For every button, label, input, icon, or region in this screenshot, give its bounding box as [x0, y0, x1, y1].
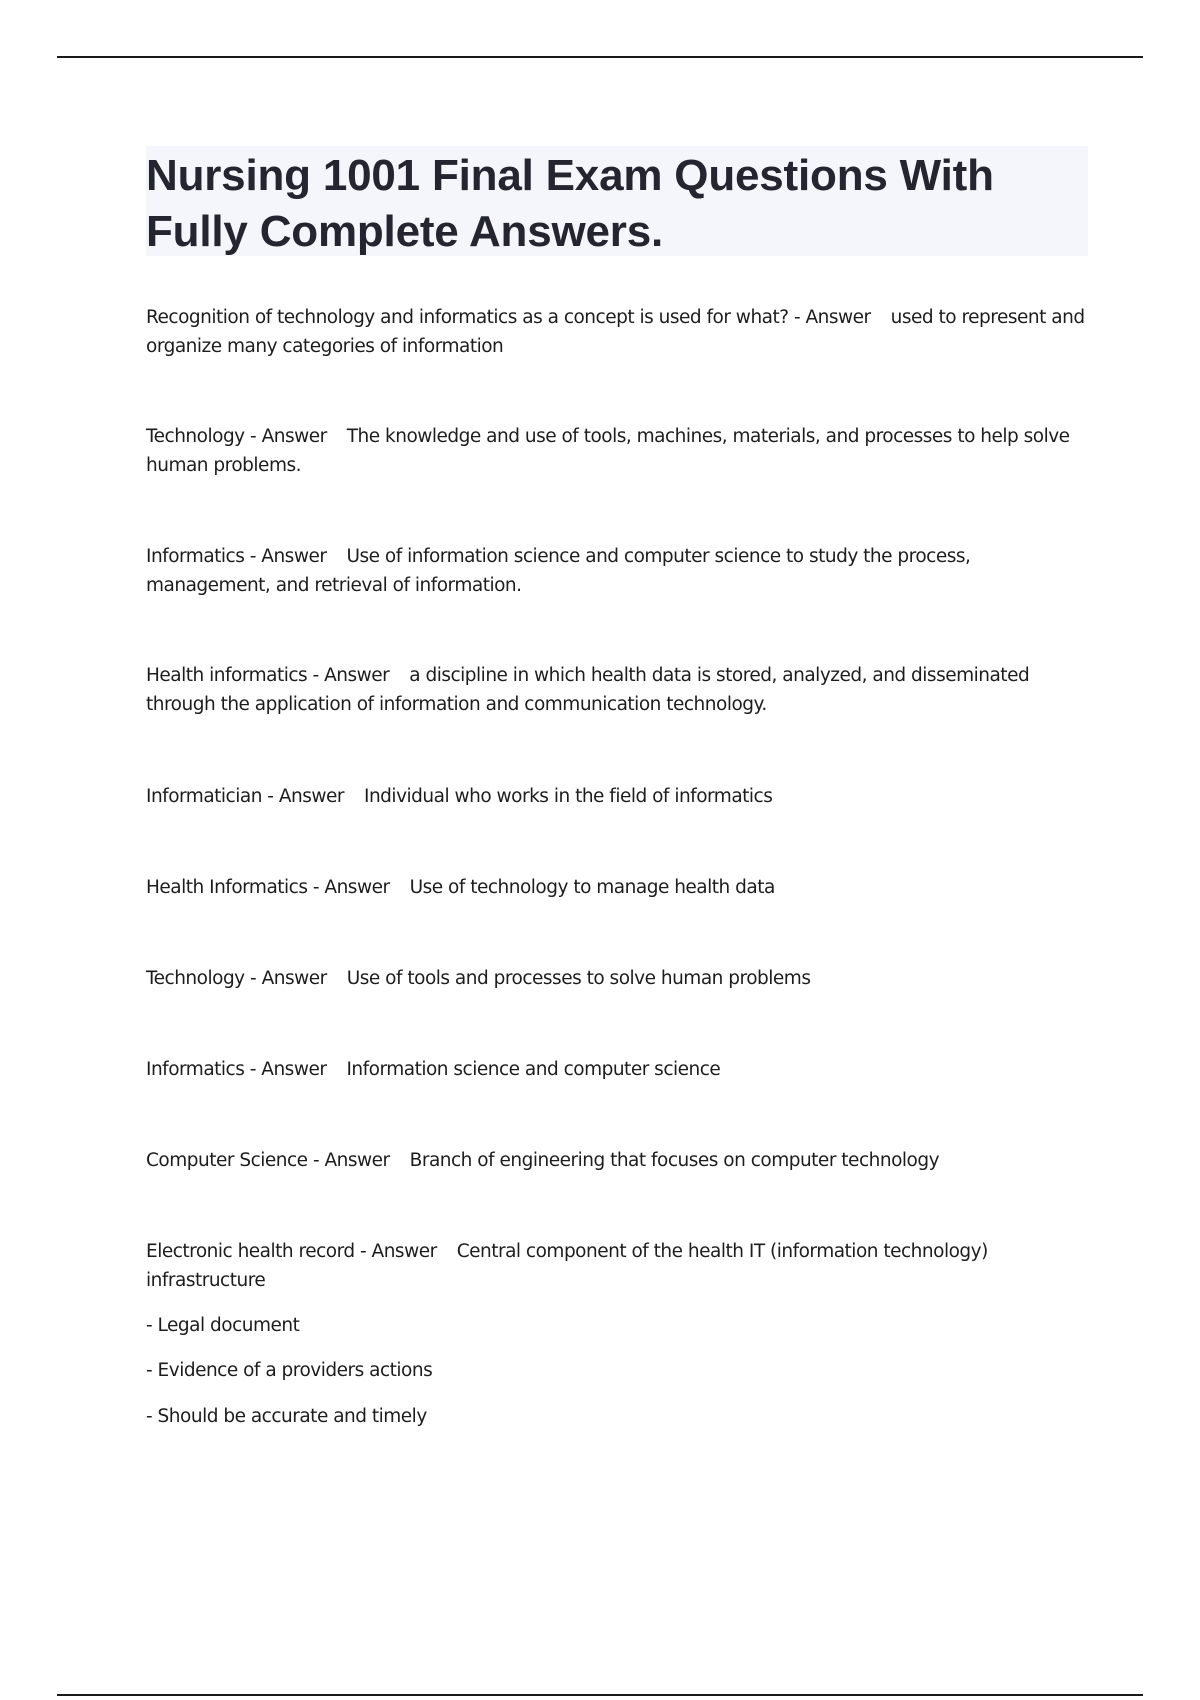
answer-label: - Answer	[307, 877, 390, 898]
question-text: Informatician	[146, 786, 262, 807]
answer-text: used to represent and organize many categories of information	[146, 307, 1085, 357]
answer-text: Use of information science and computer science to study the process, management, and retrieval of information.	[146, 546, 971, 596]
question-text: Health informatics	[146, 665, 308, 686]
qa-item	[146, 964, 1091, 993]
answer-text: Branch of engineering that focuses on computer technology	[409, 1150, 940, 1171]
question-text: Health Informatics	[146, 877, 308, 898]
qa-item	[146, 1146, 1091, 1175]
question-text: Informatics	[146, 1059, 245, 1080]
qa-item	[146, 661, 1091, 719]
question-text: Electronic health record	[146, 1241, 355, 1262]
qa-item	[146, 1237, 1091, 1295]
qa-item	[146, 873, 1091, 902]
qa-item	[146, 1055, 1091, 1084]
answer-label: - Answer	[244, 546, 327, 567]
answer-text: Use of tools and processes to solve human problems	[346, 968, 811, 989]
document-title: Nursing 1001 Final Exam Questions With Fully Complete Answers.	[146, 151, 994, 256]
qa-item	[146, 542, 1091, 600]
top-rule	[57, 56, 1143, 58]
question-text: Recognition of technology and informatics as a concept is used for what?	[146, 307, 789, 328]
question-text: Technology	[146, 426, 245, 447]
answer-label: - Answer	[244, 968, 327, 989]
answer-text: The knowledge and use of tools, machines, materials, and processes to help solve human problems.	[146, 426, 1070, 476]
ehr-bullet: - Should be accurate and timely	[146, 1406, 427, 1427]
question-text: Computer Science	[146, 1150, 308, 1171]
answer-label: - Answer	[307, 665, 390, 686]
answer-label: - Answer	[261, 786, 344, 807]
question-text: Informatics	[146, 546, 245, 567]
answer-text: Information science and computer science	[346, 1059, 721, 1080]
answer-text: Central component of the health IT (information technology) infrastructure	[146, 1241, 988, 1291]
answer-text: a discipline in which health data is stored, analyzed, and disseminated through the application of information and communication technology.	[146, 665, 1030, 715]
answer-label: - Answer	[307, 1150, 390, 1171]
ehr-bullet: - Legal document	[146, 1315, 300, 1336]
bottom-rule	[57, 1694, 1143, 1696]
answer-text: Individual who works in the field of informatics	[364, 786, 773, 807]
qa-item	[146, 303, 1091, 361]
qa-item	[146, 422, 1091, 480]
qa-item	[146, 782, 1091, 811]
ehr-bullet: - Evidence of a providers actions	[146, 1360, 433, 1381]
answer-label: - Answer	[354, 1241, 437, 1262]
answer-label: - Answer	[244, 426, 327, 447]
answer-text: Use of technology to manage health data	[409, 877, 775, 898]
question-text: Technology	[146, 968, 245, 989]
answer-label: - Answer	[244, 1059, 327, 1080]
answer-label: - Answer	[788, 307, 871, 328]
